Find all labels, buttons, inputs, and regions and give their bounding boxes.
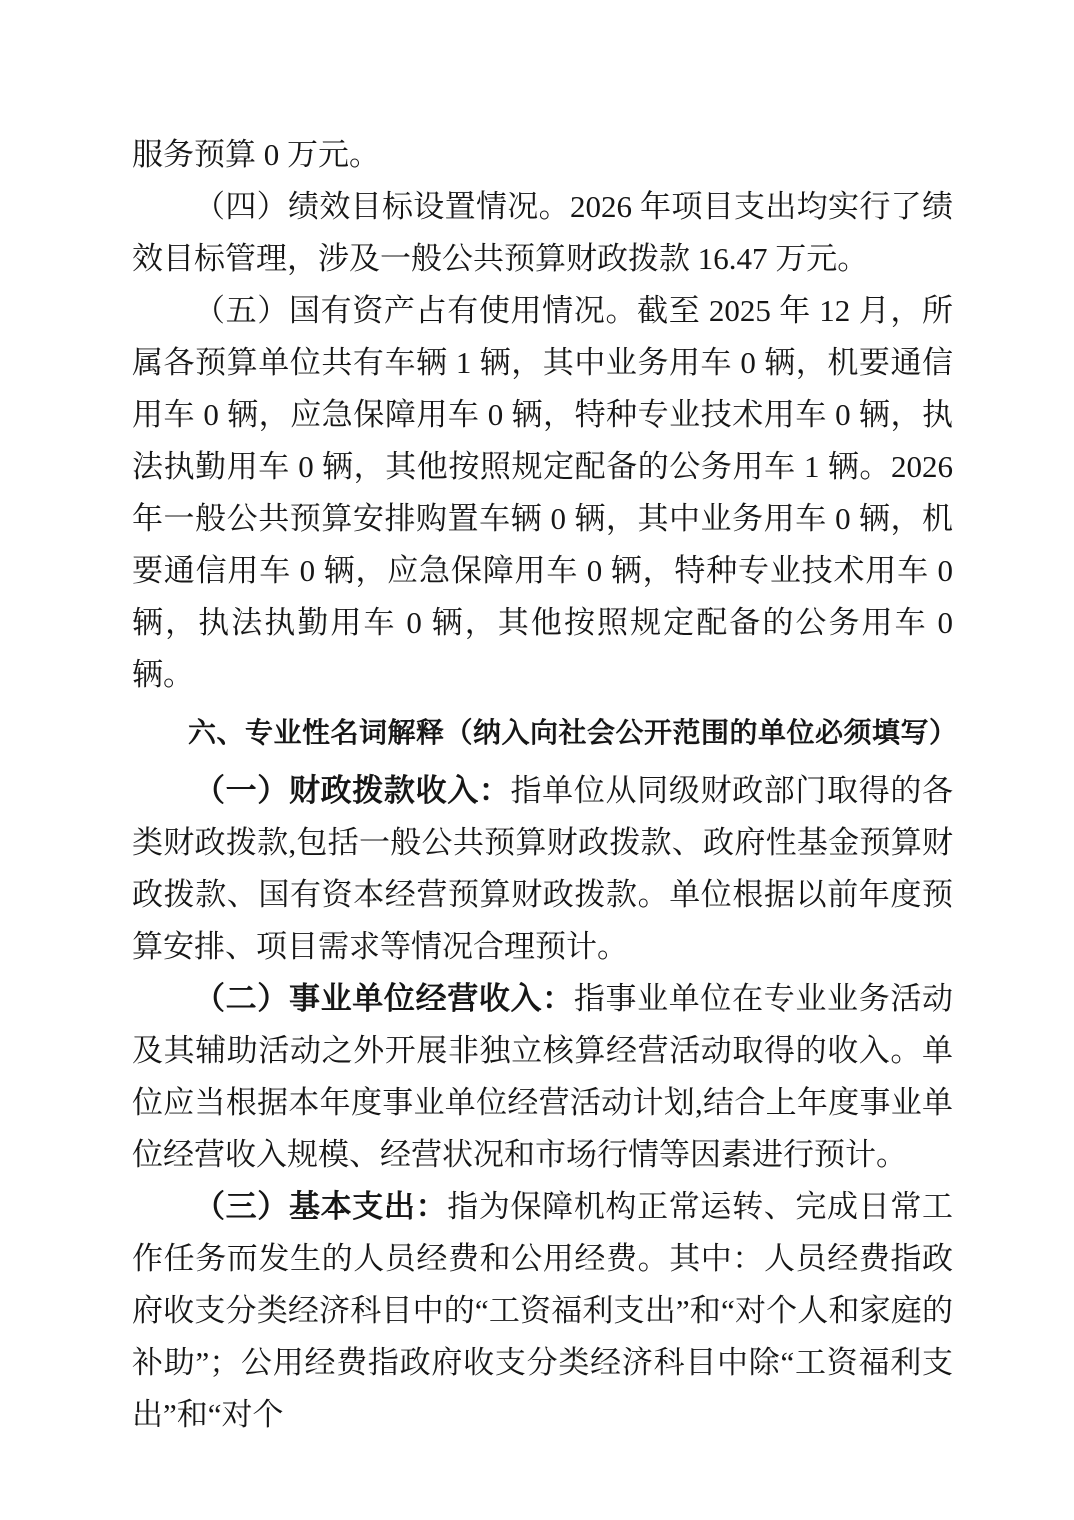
term-definition-institution-operating-income: 指事业单位在专业业务活动及其辅助活动之外开展非独立核算经营活动取得的收入。单位应当根据本年度事业单位经营活动计划,结合上年度事业单位经营收入规模、经营状况和市场行情等因素进行预计。: [132, 981, 954, 1172]
paragraph-term-institution-operating-income: [132, 973, 953, 1181]
paragraph-performance-targets: （四）绩效目标设置情况。2026 年项目支出均实行了绩效目标管理，涉及一般公共预算财政拨款 16.47 万元。: [132, 189, 953, 276]
term-label-institution-operating-income: （二）事业单位经营收入：: [194, 981, 574, 1016]
term-definition-basic-expenditure: 指为保障机构正常运转、完成日常工作任务而发生的人员经费和公用经费。其中：人员经费指政府收支分类经济科目中的“工资福利支出”和“对个人和家庭的补助”；公用经费指政府收支分类经济科目中除“工资福利支出”和“对个: [132, 1189, 953, 1432]
term-label-basic-expenditure: （三）基本支出：: [194, 1189, 448, 1224]
paragraph-state-assets: （五）国有资产占有使用情况。截至 2025 年 12 月，所属各预算单位共有车辆 1 辆，其中业务用车 0 辆，机要通信用车 0 辆，应急保障用车 0 辆，特种专业技术用车 0 辆，执法执勤用车 0 辆，其他按照规定配备的公务用车 1 辆。2026 年一般公共预算安排购置车辆 0 辆，其中业务用车 0 辆，机要通信用车 0 辆，应急保障用车 0 辆，特种专业技术用车 0 辆，执法执勤用车 0 辆，其他按照规定配备的公务用车 0 辆。: [132, 293, 953, 692]
term-label-fiscal-appropriation-income: （一）财政拨款收入：: [194, 773, 511, 808]
document-text-block: [132, 129, 958, 1441]
paragraph-term-basic-expenditure: [132, 1181, 953, 1441]
paragraph-service-budget: 服务预算 0 万元。: [132, 137, 380, 172]
heading-terminology-section: 六、专业性名词解释（纳入向社会公开范围的单位必须填写）: [188, 717, 958, 748]
paragraph-term-fiscal-appropriation-income: [132, 765, 953, 973]
term-definition-fiscal-appropriation-income: 指单位从同级财政部门取得的各类财政拨款,包括一般公共预算财政拨款、政府性基金预算财政拨款、国有资本经营预算财政拨款。单位根据以前年度预算安排、项目需求等情况合理预计。: [132, 773, 954, 964]
